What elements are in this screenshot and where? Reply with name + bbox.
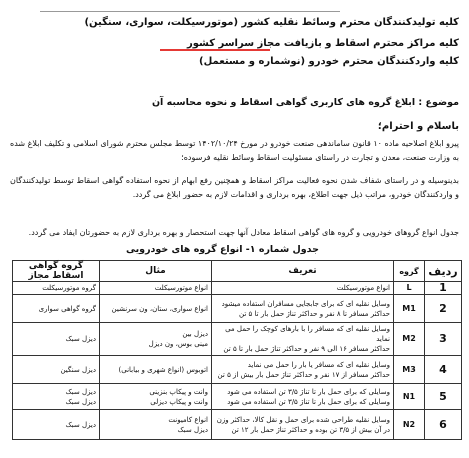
cell-example-line: وانت و پیکاپ بنزینی bbox=[149, 387, 208, 396]
cell-group: L bbox=[394, 282, 425, 295]
cell-certificate bbox=[13, 282, 100, 295]
table-row bbox=[13, 282, 462, 295]
cell-example bbox=[100, 356, 212, 384]
cell-definition-line: وسایل نقلیه طراحی شده برای حمل و نقل کالا، حداکثر وزن bbox=[216, 415, 390, 424]
cell-example bbox=[100, 323, 212, 356]
cell-example-line: وانت و پیکاپ دیزلی bbox=[150, 397, 208, 406]
letter-greeting: باسلام و احترام؛ bbox=[377, 121, 459, 132]
addressee-scrap-centers: کلیه مراکز محترم اسقاط و بازیافت مجاز سراسر کشور bbox=[187, 38, 459, 49]
cell-definition bbox=[212, 282, 394, 295]
cell-certificate bbox=[13, 295, 100, 323]
cell-example-line: انواع موتورسیکلت bbox=[154, 284, 208, 292]
vehicle-groups-table bbox=[12, 260, 462, 440]
cell-certificate bbox=[13, 384, 100, 410]
cell-certificate-line: دیزل سبک bbox=[65, 397, 96, 406]
body-paragraph-1: پیرو ابلاغ اصلاحیه ماده ۱۰ قانون ساماندهی صنعت خودرو در مورخ ۱۴۰۲/۱۰/۲۴ توسط مجلس محترم شورای اسلامی و تکلیف ابلاغ شده به وزارت صنعت، معدن و تجارت در راستای مسئولیت اسقاط وسائط نقلیه فرسوده؛ bbox=[10, 139, 459, 162]
cell-example-line: انواع کامیونت bbox=[168, 415, 208, 424]
cell-definition-line: حداکثر مسافر ۱۶ الی ۹ نفر و حداکثر تناژ حمل بار تا ۵ تن bbox=[223, 345, 390, 353]
cell-row-number: 3 bbox=[425, 323, 462, 356]
cell-row-number: 1 bbox=[425, 282, 462, 295]
header-definition: تعریف bbox=[212, 261, 394, 282]
cell-definition bbox=[212, 356, 394, 384]
cell-certificate-line: دیزل سبک bbox=[65, 335, 96, 343]
cell-example-line: دیزل بین bbox=[182, 330, 208, 338]
cell-definition-line: وسایل نقلیه ای که برای جابجایی مسافران استفاده میشود bbox=[221, 299, 390, 308]
cell-certificate-line: دیزل سبک bbox=[65, 387, 96, 396]
cell-example bbox=[100, 384, 212, 410]
header-row-number: ردیف bbox=[425, 261, 462, 282]
table-row bbox=[13, 410, 462, 440]
cell-group: N1 bbox=[394, 384, 425, 410]
cell-example bbox=[100, 282, 212, 295]
header-group: گروه bbox=[394, 261, 425, 282]
cell-row-number: 2 bbox=[425, 295, 462, 323]
header-example: مثال bbox=[100, 261, 212, 282]
cell-certificate-line: گروه موتورسیکلت bbox=[42, 284, 96, 292]
cell-certificate-line: دیزل سنگین bbox=[60, 365, 96, 374]
cell-certificate bbox=[13, 356, 100, 384]
body-paragraph-2: بدینوسیله و در راستای شفاف شدن نحوه فعالیت مراکز اسقاط و همچنین رفع ابهام از نحوه استفاده گواهی اسقاط توسط تولیدکنندگان و واردکنندگان خودرو، مراتب ذیل جهت اطلاع، بهره برداری و اقدامات لازم به حضور ابلاغ می گردد. bbox=[10, 176, 459, 199]
table-row bbox=[13, 384, 462, 410]
cell-definition-line: حداکثر مسافر از ۱۷ نفر و حداکثر تناژ حمل بار بیش از ۵ تن bbox=[217, 370, 390, 379]
cell-example-line: اتوبوس (انواع شهری و بیابانی) bbox=[118, 365, 208, 374]
table-body bbox=[13, 282, 462, 440]
cell-row-number: 6 bbox=[425, 410, 462, 440]
cell-definition-line: نماید bbox=[376, 335, 390, 343]
cell-definition bbox=[212, 384, 394, 410]
cell-group: M2 bbox=[394, 323, 425, 356]
cell-definition-line: حداکثر مسافر تا ۸ نفر و حداکثر تناژ حمل بار تا ۵ تن bbox=[239, 309, 390, 318]
cell-example-line: دیزل سبک bbox=[177, 425, 208, 434]
cell-group: M1 bbox=[394, 295, 425, 323]
cell-definition bbox=[212, 323, 394, 356]
cell-definition-line: وسایلی که برای حمل بار تا تناژ ۳/۵ تن استفاده می شود bbox=[227, 387, 390, 396]
cell-certificate-line: گروه گواهی سواری bbox=[38, 304, 96, 313]
body-paragraph-3: جدول انواع گروهای خودرویی و گروه های گواهی اسقاط معادل آنها جهت استحصار و بهره برداری لازم به حضورتان ایفاد می گردد. bbox=[28, 228, 459, 237]
cell-definition-line: در آن بیش از ۳/۵ تن بوده و حداکثر تناژ حمل بار ۱۲ تن bbox=[231, 425, 390, 434]
addressee-manufacturers: کلیه تولیدکنندگان محترم وسائط نقلیه کشور (موتورسیکلت، سواری، سنگین) bbox=[84, 17, 459, 28]
table-caption: جدول شماره ۱- انواع گروه های خودرویی bbox=[125, 244, 319, 255]
cell-definition-line: وسایل نقلیه ای که مسافر یا بار را حمل می نماید bbox=[247, 360, 390, 369]
cell-definition bbox=[212, 295, 394, 323]
cell-definition-line: انواع موتورسیکلت bbox=[336, 284, 390, 292]
header-rule bbox=[40, 11, 340, 12]
table-header-row bbox=[13, 261, 462, 282]
cell-example bbox=[100, 410, 212, 440]
cell-group: N2 bbox=[394, 410, 425, 440]
red-underline bbox=[160, 49, 270, 51]
cell-group: M3 bbox=[394, 356, 425, 384]
table-row bbox=[13, 295, 462, 323]
cell-example-line: انواع سواری، ستان، ون سرنشین bbox=[111, 304, 208, 313]
cell-row-number: 4 bbox=[425, 356, 462, 384]
cell-certificate bbox=[13, 323, 100, 356]
cell-definition bbox=[212, 410, 394, 440]
table-row bbox=[13, 356, 462, 384]
cell-example-line: مینی بوس، ون دیزل bbox=[148, 340, 208, 348]
letter-subject: موضوع : ابلاغ گروه های کاربری گواهی اسقاط و نحوه محاسبه آن bbox=[151, 97, 459, 108]
header-certificate: گروه گواهی اسقاط مجاز bbox=[13, 261, 100, 282]
cell-definition-line: وسایل نقلیه ای که مسافر را با بارهای کوچک را حمل می bbox=[225, 325, 390, 333]
table-row bbox=[13, 323, 462, 356]
cell-definition-line: وسایلی که برای حمل بار تا تناژ ۳/۵ تن استفاده می شود bbox=[227, 397, 390, 406]
cell-certificate bbox=[13, 410, 100, 440]
cell-example bbox=[100, 295, 212, 323]
cell-row-number: 5 bbox=[425, 384, 462, 410]
cell-certificate-line: دیزل سبک bbox=[65, 420, 96, 429]
addressee-importers: کلیه واردکنندگان محترم خودرو (نوشماره و مستعمل) bbox=[199, 56, 459, 67]
